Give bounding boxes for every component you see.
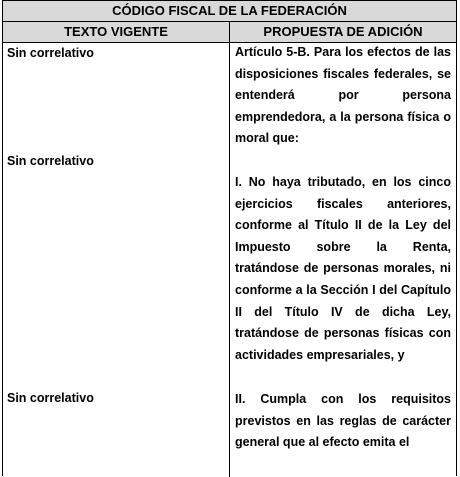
row-3-current-text: Sin correlativo bbox=[7, 391, 94, 405]
column-header-proposed-addition: PROPUESTA DE ADICIÓN bbox=[263, 24, 423, 39]
row-2-current-text: Sin correlativo bbox=[7, 154, 94, 168]
column-divider bbox=[229, 22, 230, 477]
comparison-table bbox=[2, 0, 457, 476]
column-header-current-text: TEXTO VIGENTE bbox=[64, 24, 168, 39]
table-title: CÓDIGO FISCAL DE LA FEDERACIÓN bbox=[3, 1, 456, 22]
row-1-current-text: Sin correlativo bbox=[7, 46, 94, 60]
row-2-proposed-text: I. No haya tributado, en los cinco ejercicios fiscales anteriores, conforme al Título II de la Ley del Impuesto sobre la Renta, tratándose de personas morales, ni conforme a la Sección I del Capítulo II del Título IV de dicha Ley, tratándose de personas físicas con actividades empresariales, y bbox=[235, 175, 451, 362]
row-1-proposed-text: Artículo 5-B. Para los efectos de las disposiciones fiscales federales, se entenderá por persona emprendedora, a la persona física o moral que: bbox=[235, 45, 451, 146]
row-3-proposed-text: II. Cumpla con los requisitos previstos en las reglas de carácter general que al efecto emita el bbox=[235, 392, 451, 450]
